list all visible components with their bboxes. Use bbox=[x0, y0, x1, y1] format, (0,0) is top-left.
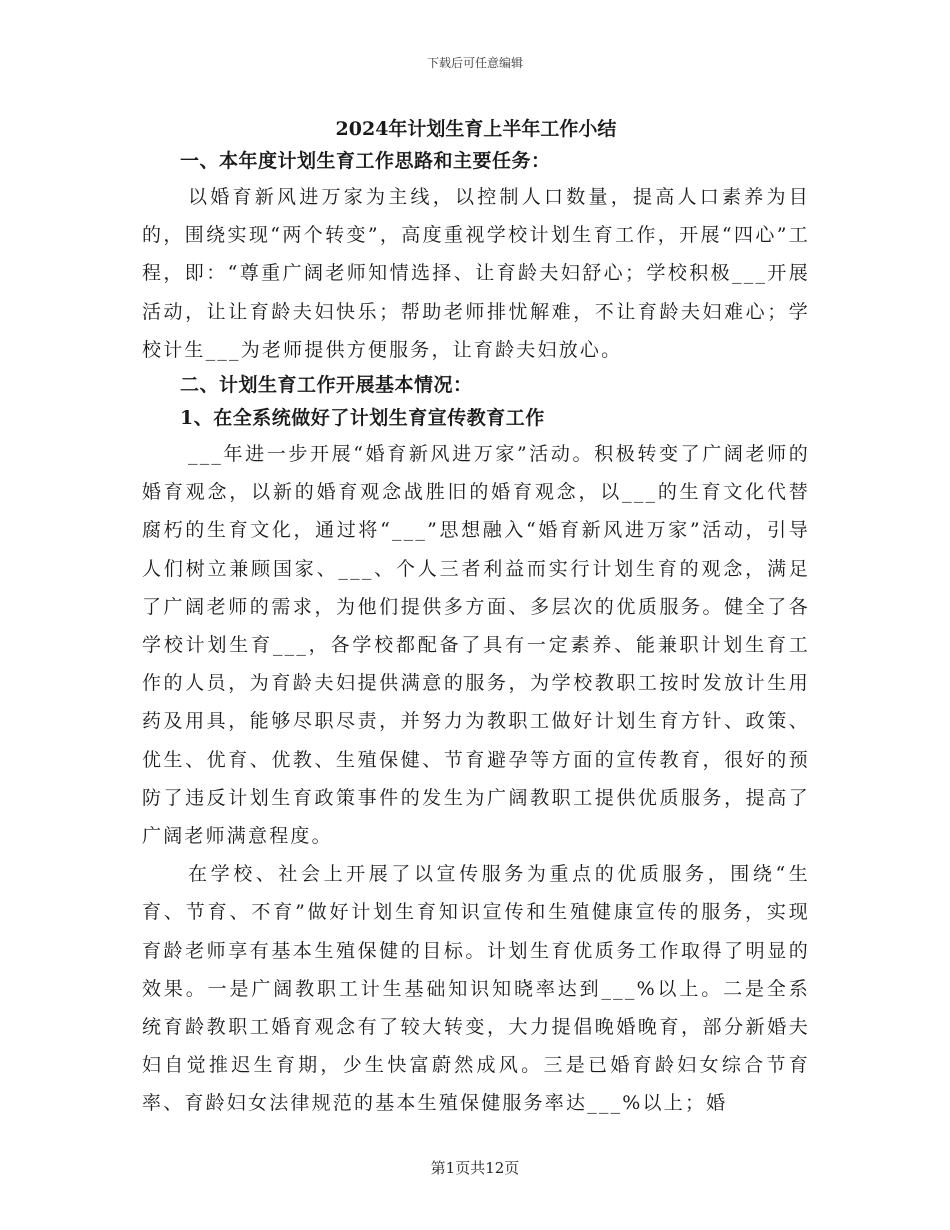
subsection1-paragraph: ___年进一步开展“婚育新风进万家”活动。积极转变了广阔老师的婚育观念，以新的婚育观念战胜旧的婚育观念，以___的生育文化代替腐朽的生育文化，通过将“___”思想融入“婚育新风进万家”活动，引导人们树立兼顾国家、___、个人三者利益而实行计划生育的观念，满足了广阔老师的需求，为他们提供多方面、多层次的优质服务。健全了各学校计划生育___，各学校都配备了具有一定素养、能兼职计划生育工作的人员，为育龄夫妇提供满意的服务，为学校教职工按时发放计生用药及用具，能够尽职尽责，并努力为教职工做好计划生育方针、政策、优生、优育、优教、生殖保健、节育避孕等方面的宣传教育，很好的预防了违反计划生育政策事件的发生为广阔教职工提供优质服务，提高了广阔老师满意程度。 bbox=[142, 443, 810, 848]
header-note: 下载后可任意编辑 bbox=[426, 56, 523, 70]
document-title: 2024年计划生育上半年工作小结 bbox=[335, 118, 617, 140]
subsection1-heading: 1、在全系统做好了计划生育宣传教育工作 bbox=[180, 407, 545, 430]
subsection1-paragraph-2: 在学校、社会上开展了以宣传服务为重点的优质服务，围绕“生育、节育、不育”做好计划生育知识宣传和生殖健康宣传的服务，实现育龄老师享有基本生殖保健的目标。计划生育优质务工作取得了明显的效果。一是广阔教职工计生基础知识知晓率达到___%以上。二是全系统育龄教职工婚育观念有了较大转变，大力提倡晚婚晚育，部分新婚夫妇自觉推迟生育期，少生快富蔚然成风。三是已婚育龄妇女综合节育率、育龄妇女法律规范的基本生殖保健服务率达___%以上；婚 bbox=[142, 863, 810, 1115]
document-body bbox=[142, 113, 810, 1123]
section2-heading: 二、计划生育工作开展基本情况： bbox=[180, 374, 473, 397]
section1-paragraph: 以婚育新风进万家为主线，以控制人口数量，提高人口素养为目的，围绕实现“两个转变”，高度重视学校计划生育工作，开展“四心”工程，即：“尊重广阔老师知情选择、让育龄夫妇舒心；学校积极___开展活动，让让育龄夫妇快乐；帮助老师排忧解难，不让育龄夫妇难心；学校计生___为老师提供方便服务，让育龄夫妇放心。 bbox=[142, 186, 810, 361]
page-footer: 第1页共12页 bbox=[430, 1159, 520, 1177]
section1-heading: 一、本年度计划生育工作思路和主要任务： bbox=[180, 150, 551, 172]
